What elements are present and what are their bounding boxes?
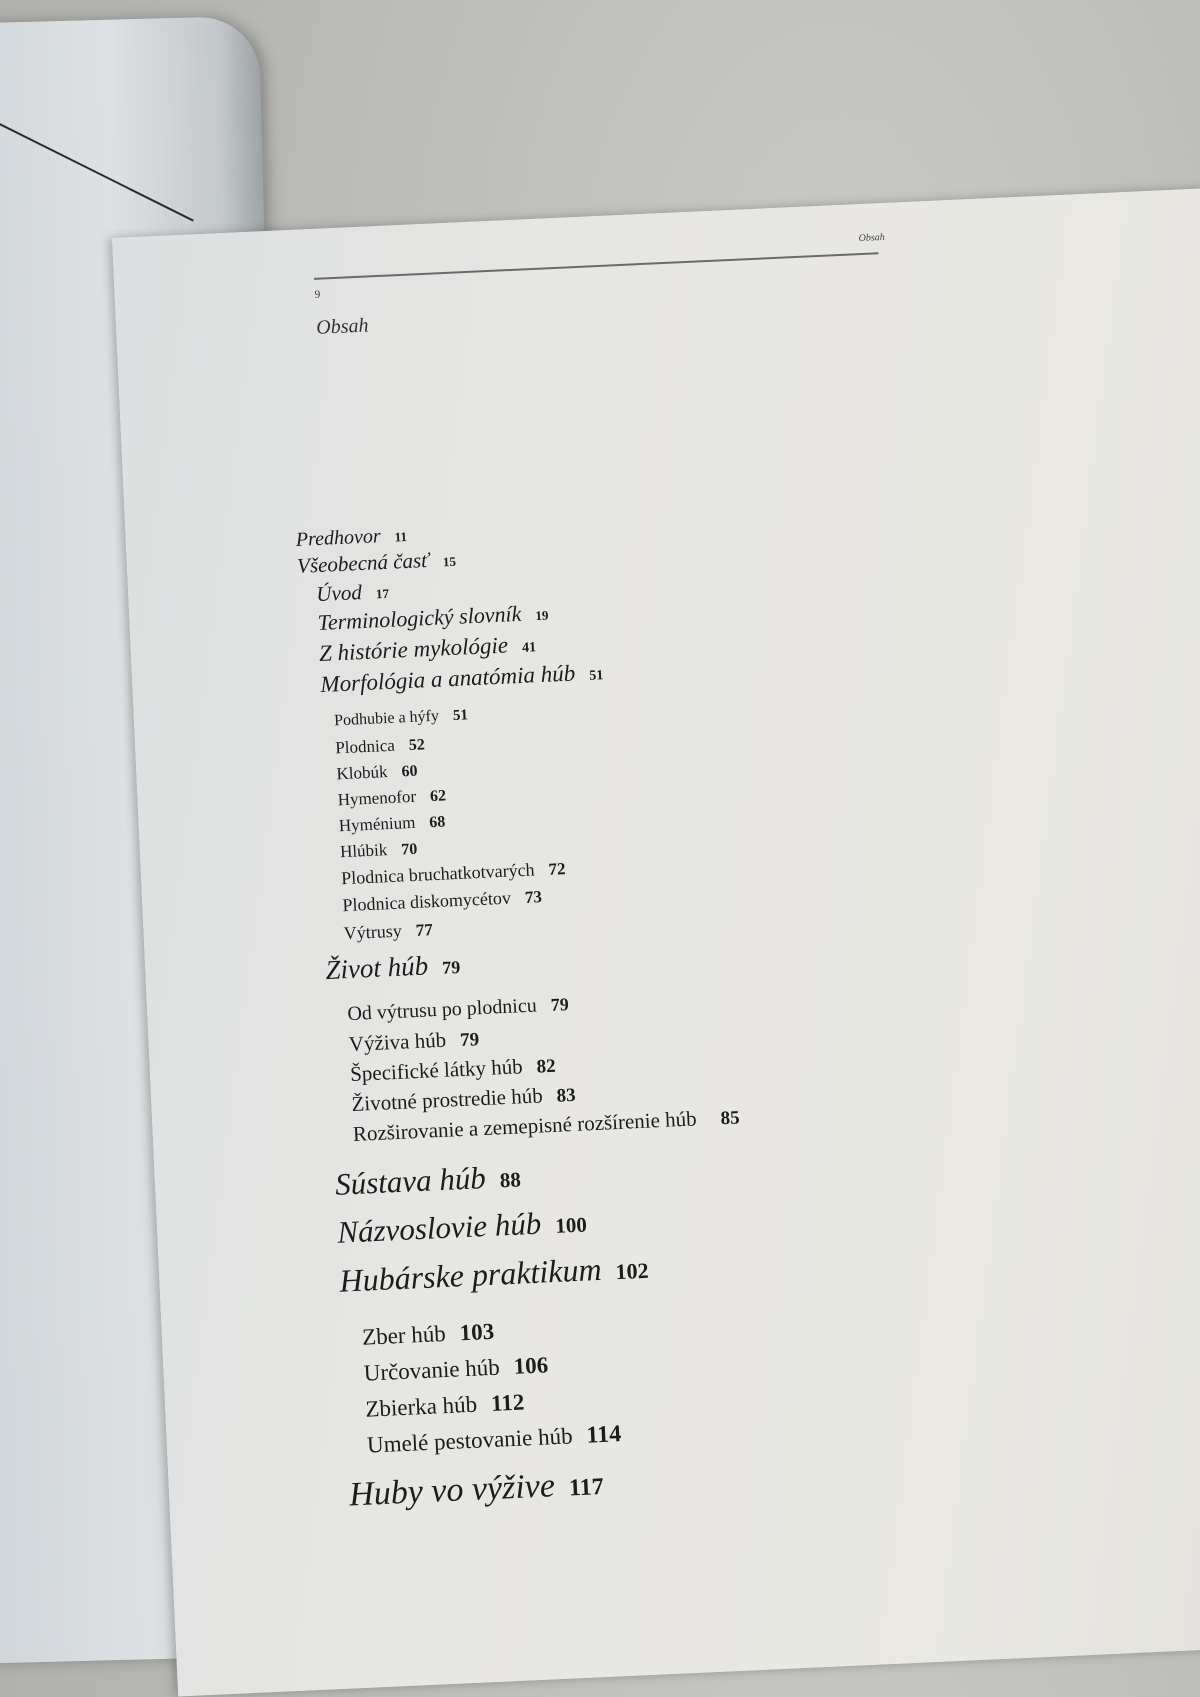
toc-entry [351,1084,576,1115]
toc-entry-page: 73 [524,887,543,907]
toc-entry-page: 100 [554,1212,588,1238]
page-title: Obsah [315,314,369,339]
toc-entry-label: Úvod [315,580,363,607]
toc-entry-label: Od výtrusu po plodnicu [346,994,538,1026]
toc-entry-page: 17 [375,585,390,602]
toc-entry [365,1391,525,1421]
toc-entry-label: Predhovor [295,525,382,551]
toc-entry-label: Plodnica bruchatkotvarých [340,859,535,889]
toc-entry [320,660,604,696]
toc-entry [362,1320,495,1349]
toc-entry-page: 102 [615,1257,650,1285]
toc-entry [363,1353,548,1384]
toc-entry-page: 51 [452,707,469,725]
running-title: Obsah [858,231,886,245]
toc-entry-label: Hubárske praktikum [338,1250,603,1299]
toc-entry-page: 114 [585,1421,622,1449]
toc-entry-label: Životné prostredie húb [350,1083,544,1117]
toc-entry-page: 72 [548,859,566,879]
toc-entry-page: 60 [401,762,418,781]
toc-entry [337,786,446,809]
toc-entry [339,1251,649,1297]
toc-entry-label: Zber húb [361,1321,447,1350]
toc-entry-page: 79 [459,1029,480,1052]
contents-page [112,184,1200,1696]
toc-entry [342,887,542,914]
toc-entry-page: 77 [415,920,434,940]
toc-entry [336,762,418,784]
toc-entry-label: Názvoslovie húb [336,1205,542,1250]
toc-entry-page: 79 [441,956,461,978]
toc-entry [348,1028,479,1055]
toc-entry-page: 51 [588,668,604,684]
toc-entry-page: 117 [568,1473,605,1502]
toc-entry-label: Špecifické látky húb [349,1054,524,1087]
toc-entry-page: 88 [499,1167,522,1193]
toc-entry-page: 79 [550,994,570,1015]
toc-entry-page: 15 [442,553,457,570]
toc-entry-page: 82 [536,1055,557,1078]
toc-entry-page: 70 [400,840,418,859]
toc-entry [336,1205,588,1250]
toc-entry [325,951,461,984]
toc-entry-page: 41 [521,640,537,656]
toc-entry [319,632,537,665]
toc-entry-label: Hlúbik [339,840,388,862]
toc-entry-label: Klobúk [336,762,388,784]
toc-entry [340,840,418,861]
toc-entry-label: Výživa húb [348,1027,447,1057]
toc-entry [295,525,407,550]
toc-entry [347,994,569,1024]
toc-entry-label: Terminologický slovník [317,600,522,636]
toc-entry-page: 62 [429,787,447,806]
toc-entry-label: Rozširovanie a zemepisné rozšírenie húb [352,1106,698,1146]
toc-entry-label: Huby vo výžive [348,1467,556,1514]
toc-entry [343,920,433,942]
toc-entry-page: 52 [408,736,426,755]
toc-entry-label: Výtrusy [343,920,403,944]
toc-entry-page: 112 [490,1389,525,1416]
toc-entry-label: Plodnica [334,735,396,758]
toc-entry [317,602,549,634]
toc-entry [334,707,468,729]
toc-entry-label: Všeobecná časť [296,547,430,578]
toc-entry-label: Hymenofor [337,786,417,810]
toc-entry-label: Plodnica diskomycétov [342,887,512,916]
toc-entry [297,549,457,577]
toc-entry-label: Život húb [324,950,429,986]
left-page-rule [0,104,194,222]
toc-entry [341,859,566,887]
toc-entry-page: 68 [428,813,446,832]
toc-entry-page: 106 [513,1352,549,1379]
toc-entry-label: Určovanie húb [363,1354,501,1386]
toc-entry [316,581,389,605]
toc-entry-label: Hyménium [338,812,416,836]
toc-entry [335,735,425,757]
toc-entry-page: 83 [556,1084,577,1107]
page-number: 9 [314,288,321,301]
toc-entry-page: 11 [394,528,408,545]
toc-entry-page: 85 [720,1107,741,1130]
toc-entry-label: Podhubie a hýfy [333,707,440,730]
toc-entry-label: Z histórie mykológie [318,632,509,667]
toc-entry-label: Morfológia a anatómia húb [319,660,576,697]
toc-entry [349,1467,605,1513]
toc-entry [339,812,446,835]
toc-entry-label: Zbierka húb [364,1391,478,1422]
toc-entry [350,1055,556,1085]
toc-entry [334,1160,522,1202]
toc-entry-label: Umelé pestovanie húb [366,1423,574,1458]
table-of-contents [112,184,1200,1696]
toc-entry-label: Sústava húb [334,1160,487,1202]
toc-entry-page: 103 [459,1318,495,1346]
toc-entry-page: 19 [535,607,549,624]
toc-entry [367,1422,622,1458]
